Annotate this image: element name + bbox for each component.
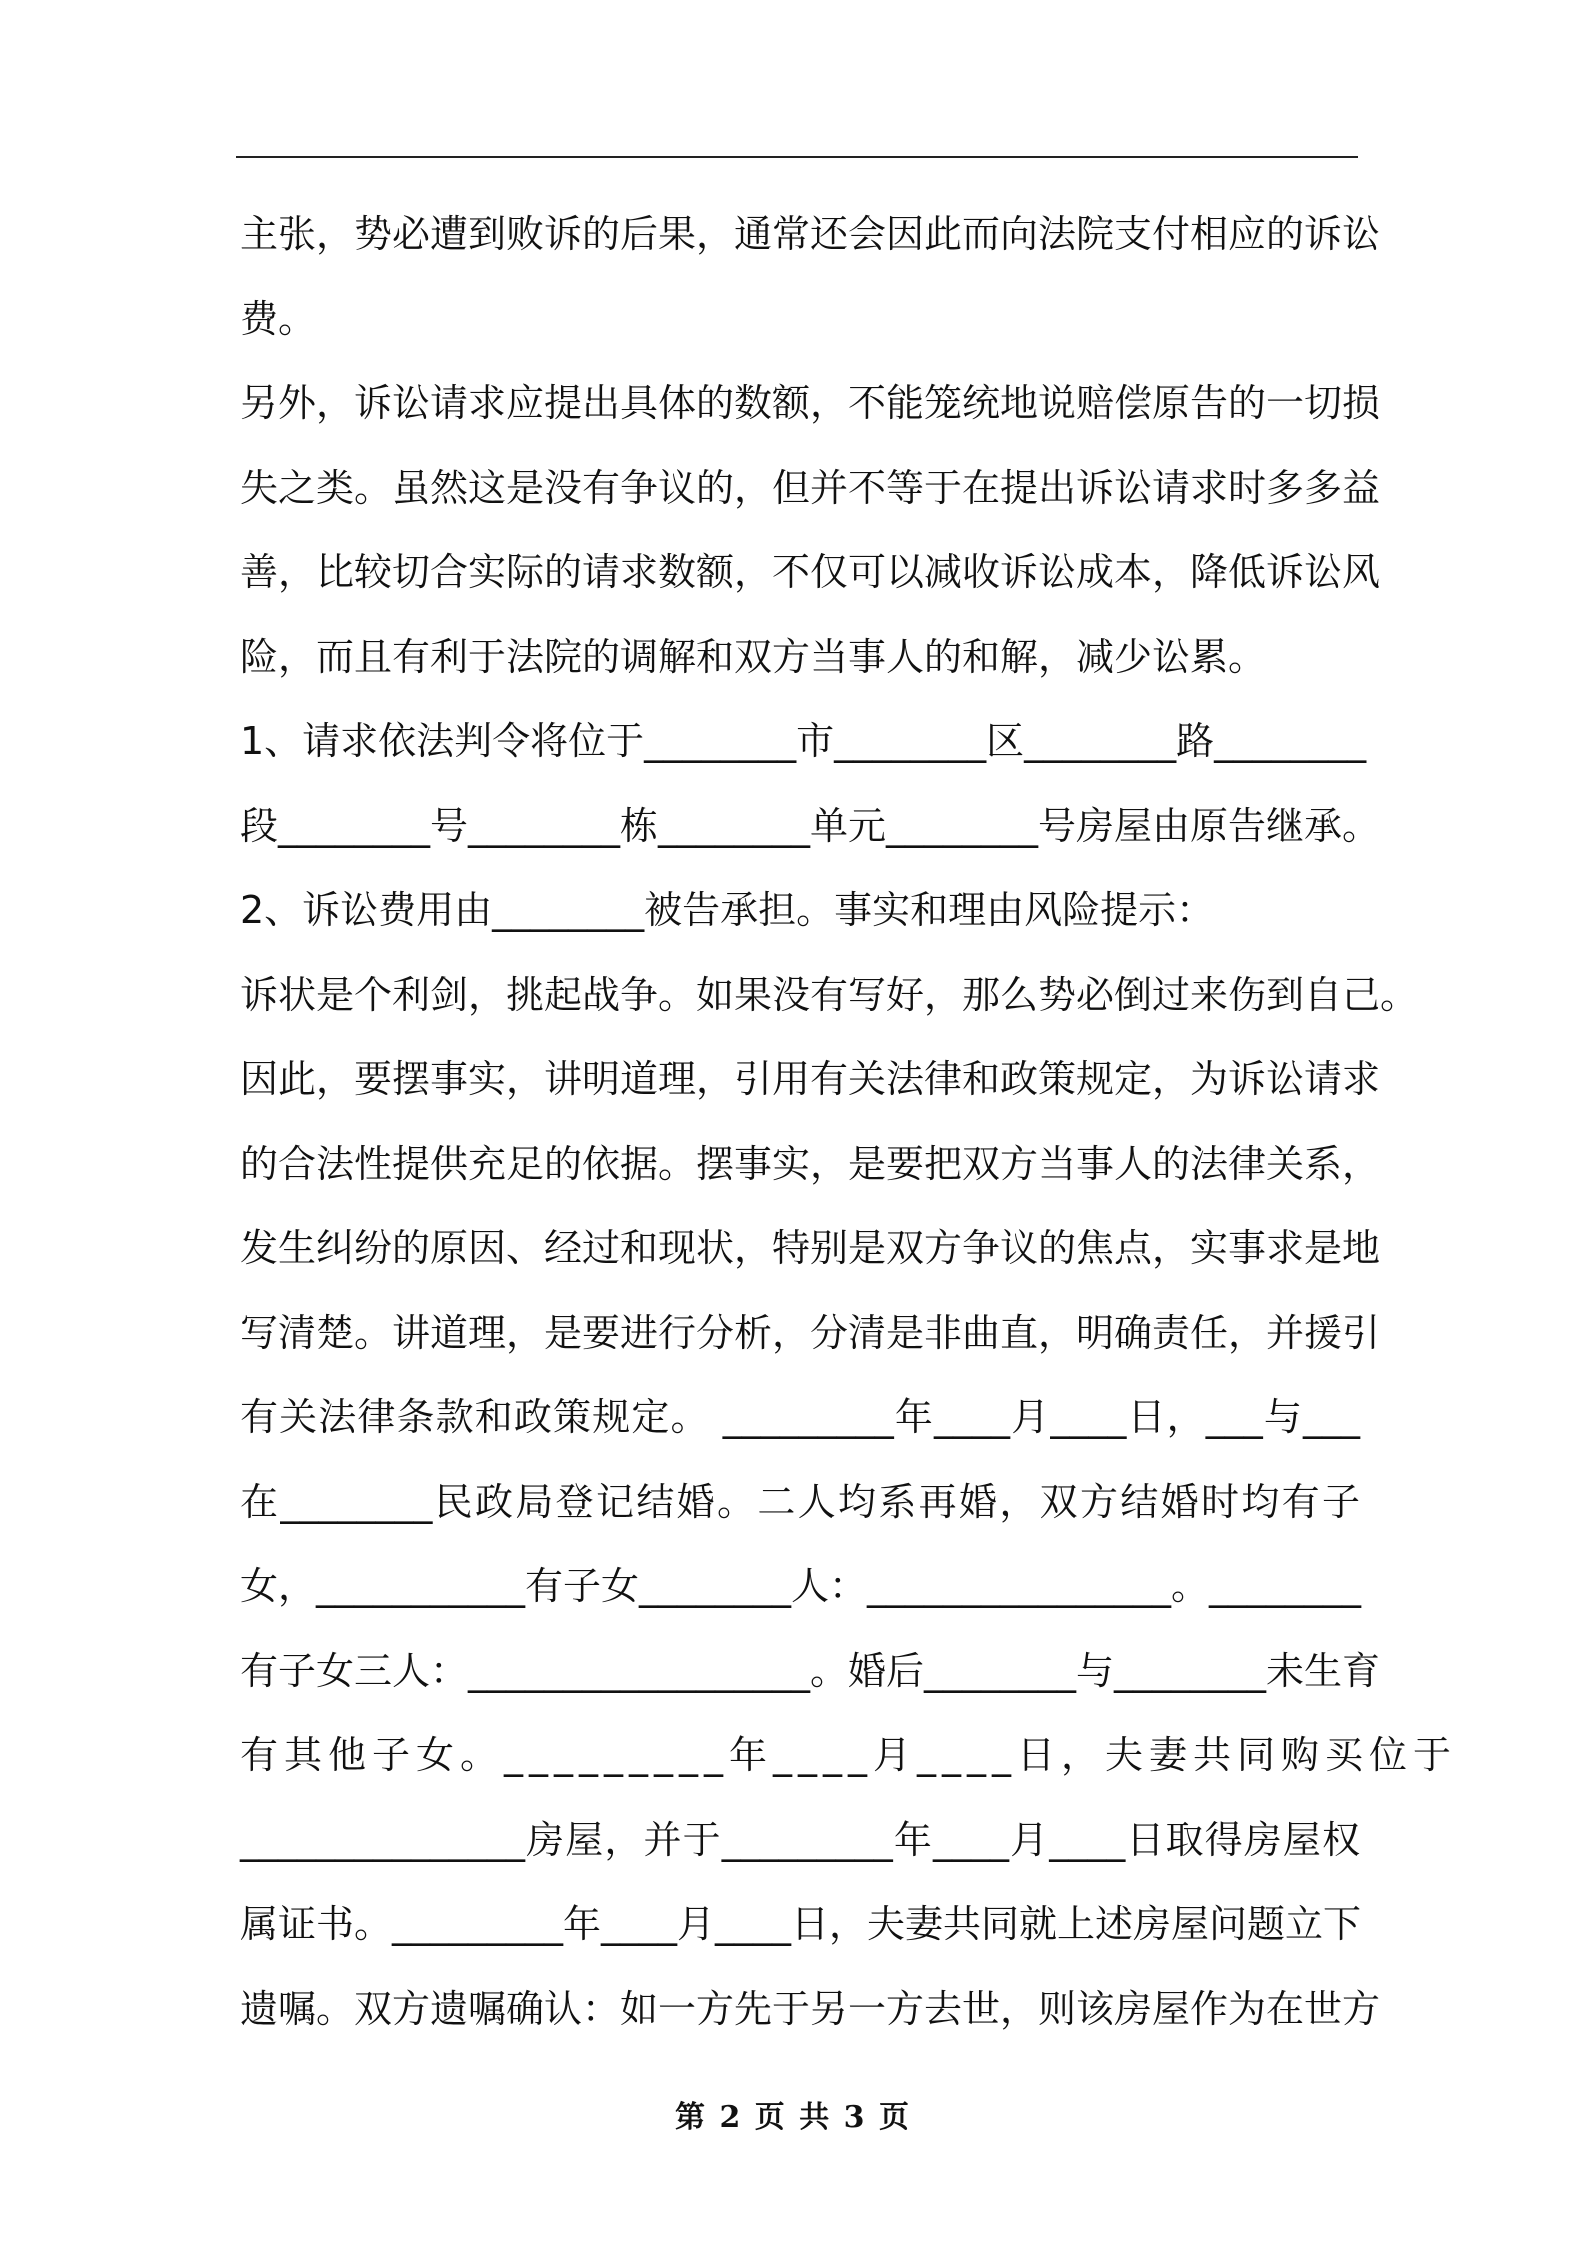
body-line: 主张，势必遭到败诉的后果，通常还会因此而向法院支付相应的诉讼 (240, 212, 1381, 256)
body-line: 写清楚。讲道理，是要进行分析，分清是非曲直，明确责任，并援引 (240, 1310, 1381, 1355)
body-line: 有子女三人：__________________。婚后________与________未生育 (240, 1648, 1381, 1693)
body-line: 发生纠纷的原因、经过和现状，特别是双方争议的焦点，实事求是地 (240, 1226, 1381, 1270)
body-line: 有其他子女。_________年____月____日，夫妻共同购买位于 (240, 1733, 1458, 1777)
page-number-footer: 第 2 页 共 3 页 (675, 2100, 911, 2135)
body-line: 因此，要摆事实，讲明道理，引用有关法律和政策规定，为诉讼请求 (240, 1057, 1381, 1101)
body-line: 1、请求依法判令将位于________市________区________路________ (240, 719, 1367, 763)
body-line: 属证书。_________年____月____日，夫妻共同就上述房屋问题立下 (240, 1902, 1362, 1946)
document-body (240, 192, 1458, 2051)
body-line: 善，比较切合实际的请求数额，不仅可以减收诉讼成本，降低诉讼风 (240, 550, 1381, 594)
body-line: 段________号________栋________单元________号房屋由原告继承。 (240, 803, 1381, 848)
header-rule (236, 156, 1358, 158)
body-line: 失之类。虽然这是没有争议的，但并不等于在提出诉讼请求时多多益 (240, 465, 1381, 510)
body-line: 2、诉讼费用由________被告承担。事实和理由风险提示： (240, 888, 1215, 932)
body-line: 的合法性提供充足的依据。摆事实，是要把双方当事人的法律关系， (240, 1141, 1381, 1186)
body-line: 险，而且有利于法院的调解和双方当事人的和解，减少讼累。 (240, 634, 1267, 679)
body-line: 另外，诉讼请求应提出具体的数额，不能笼统地说赔偿原告的一切损 (240, 381, 1381, 425)
body-line: 在________民政局登记结婚。二人均系再婚，双方结婚时均有子 (240, 1479, 1360, 1524)
body-line: _______________房屋，并于_________年____月____日取得房屋权 (240, 1817, 1360, 1862)
body-line: 女，___________有子女________人：________________。________ (240, 1564, 1362, 1608)
body-line: 遗嘱。双方遗嘱确认：如一方先于另一方去世，则该房屋作为在世方 (240, 1986, 1381, 2031)
body-line: 有关法律条款和政策规定。 _________年____月____日，___与___ (240, 1395, 1360, 1439)
body-line: 诉状是个利剑，挑起战争。如果没有写好，那么势必倒过来伤到自己。 (240, 972, 1419, 1017)
body-line: 费。 (240, 296, 317, 341)
